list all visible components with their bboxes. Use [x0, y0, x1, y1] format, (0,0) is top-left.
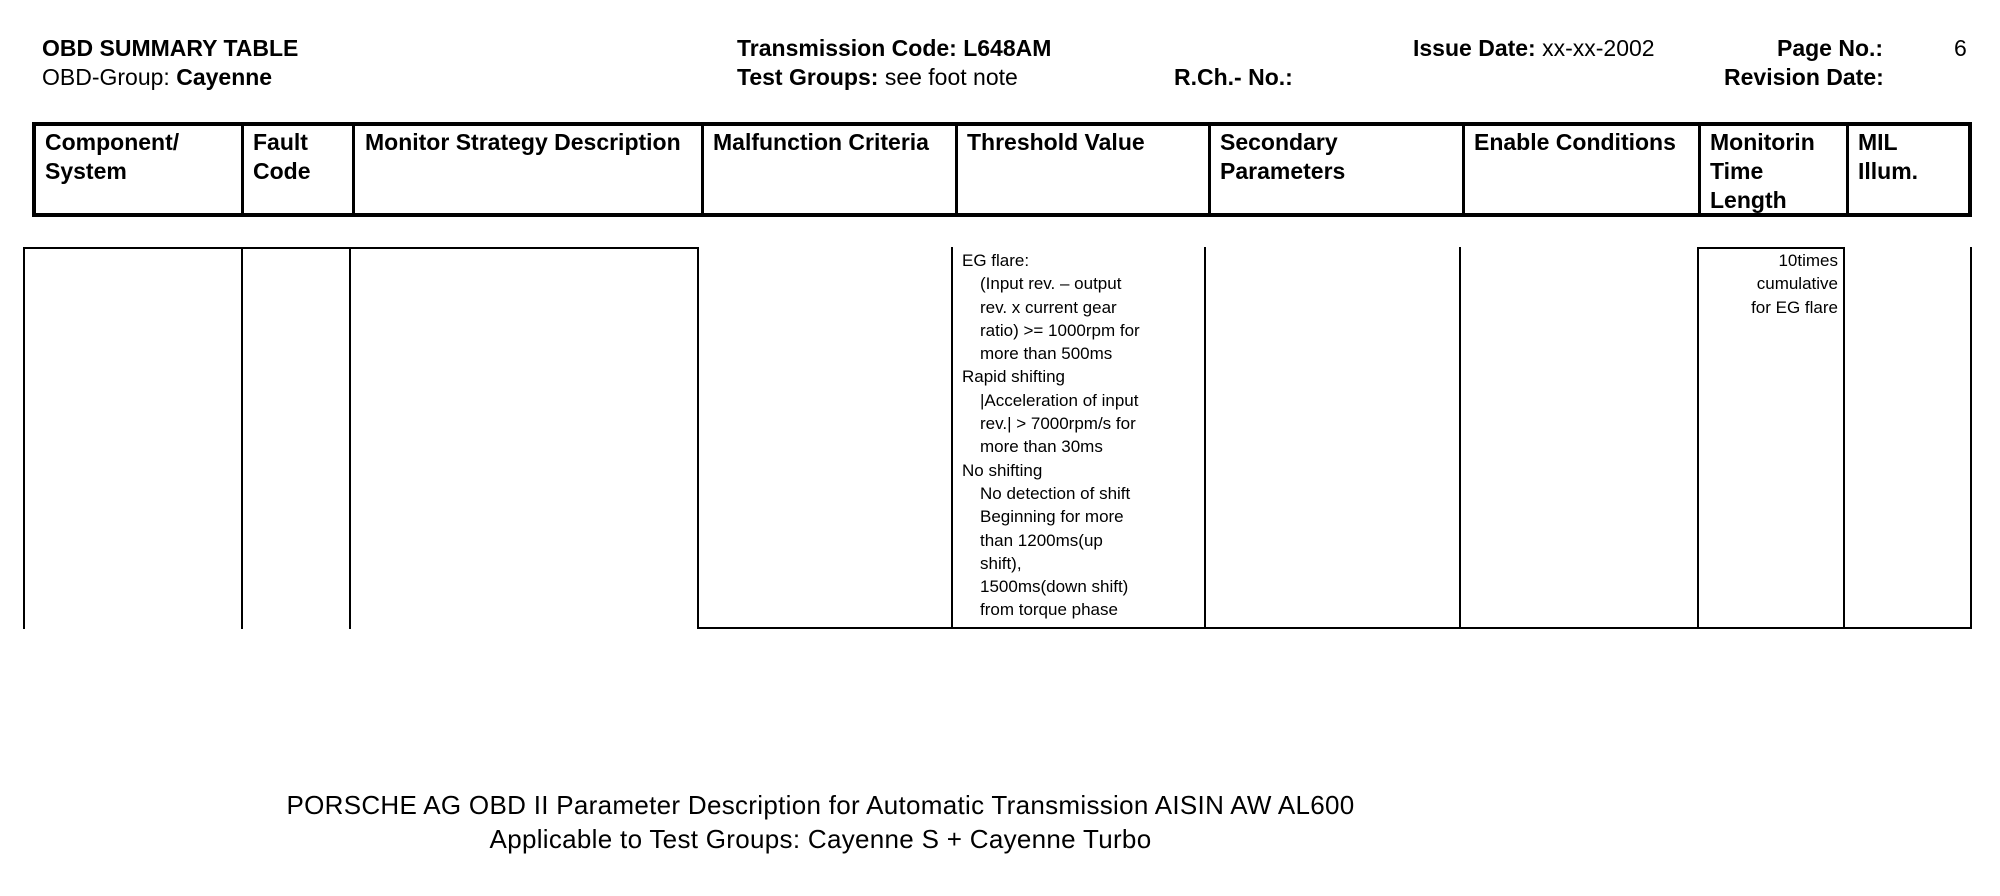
- transmission-code: Transmission Code: L648AM: [737, 35, 1052, 61]
- threshold-line: |Acceleration of input: [980, 390, 1139, 410]
- page-no-label: Page No.:: [1777, 35, 1884, 61]
- revision-date: Revision Date:: [1724, 64, 1884, 90]
- row-top-border: [23, 247, 698, 249]
- threshold-line: No shifting: [962, 460, 1043, 480]
- obd-group-value: Cayenne: [176, 64, 273, 90]
- threshold-line: ratio) >= 1000rpm for: [980, 320, 1140, 340]
- col-header-component: Component/ System: [45, 129, 180, 184]
- test-groups-value: see foot note: [884, 64, 1018, 90]
- issue-date-label: Issue Date:: [1413, 35, 1543, 61]
- row-divider: [23, 247, 25, 629]
- table-title: OBD SUMMARY TABLE: [42, 35, 299, 61]
- threshold-line: No detection of shift: [980, 483, 1131, 503]
- row-divider: [1459, 247, 1461, 629]
- col-header-enable-conditions: Enable Conditions: [1474, 129, 1676, 155]
- obd-group-label: OBD-Group:: [42, 64, 177, 90]
- row-divider: [1697, 247, 1699, 629]
- threshold-line: from torque phase: [980, 600, 1118, 620]
- threshold-line: Beginning for more: [980, 507, 1124, 527]
- row-divider: [349, 247, 351, 629]
- row-bottom-border: [697, 627, 1972, 629]
- row-divider: [241, 247, 243, 629]
- monitoring-time-line: 10times: [1778, 251, 1838, 270]
- row-divider: [1204, 247, 1206, 629]
- threshold-value-cell: [962, 249, 1140, 622]
- page-no-value: 6: [1954, 35, 1967, 61]
- footer-description: PORSCHE AG OBD II Parameter Description for Automatic Transmission AISIN AW AL600: [286, 790, 1355, 820]
- col-header-fault-code: Fault Code: [253, 129, 311, 184]
- row-divider: [1970, 247, 1972, 629]
- row-divider: [1843, 247, 1845, 629]
- rch-no: R.Ch.- No.:: [1174, 64, 1293, 90]
- row-divider: [697, 247, 699, 629]
- threshold-line: shift),: [980, 553, 1022, 573]
- col-header-monitoring-time: Monitorin Time Length: [1710, 129, 1815, 213]
- test-groups: [737, 63, 1018, 92]
- col-header-malfunction-criteria: Malfunction Criteria: [713, 129, 929, 155]
- col-header-mil-illum: MIL Illum.: [1858, 129, 1919, 184]
- threshold-line: Rapid shifting: [962, 367, 1066, 387]
- col-divider: [352, 126, 355, 213]
- col-header-monitor-strategy: Monitor Strategy Description: [365, 129, 681, 155]
- row-divider: [951, 247, 953, 629]
- monitoring-time-line: cumulative: [1756, 274, 1838, 294]
- threshold-line: more than 30ms: [980, 437, 1103, 457]
- footer-test-groups: Applicable to Test Groups: Cayenne S + Cayenne Turbo: [489, 824, 1152, 854]
- obd-group: [42, 63, 272, 92]
- col-header-threshold-value: Threshold Value: [967, 129, 1145, 155]
- threshold-line: EG flare:: [962, 251, 1030, 270]
- threshold-line: rev. x current gear: [980, 297, 1117, 317]
- issue-date: [1413, 34, 1655, 63]
- monitoring-time-cell: [1700, 249, 1838, 319]
- threshold-line: more than 500ms: [980, 344, 1113, 364]
- threshold-line: rev.| > 7000rpm/s for: [980, 414, 1136, 434]
- col-header-secondary-parameters: Secondary Parameters: [1220, 129, 1346, 184]
- threshold-line: 1500ms(down shift): [980, 577, 1129, 597]
- issue-date-value: xx-xx-2002: [1542, 35, 1655, 61]
- column-header-table: [32, 122, 1972, 217]
- monitoring-time-line: for EG flare: [1751, 297, 1838, 317]
- threshold-line: (Input rev. – output: [980, 274, 1122, 294]
- threshold-line: than 1200ms(up: [980, 530, 1103, 550]
- test-groups-label: Test Groups:: [737, 64, 885, 90]
